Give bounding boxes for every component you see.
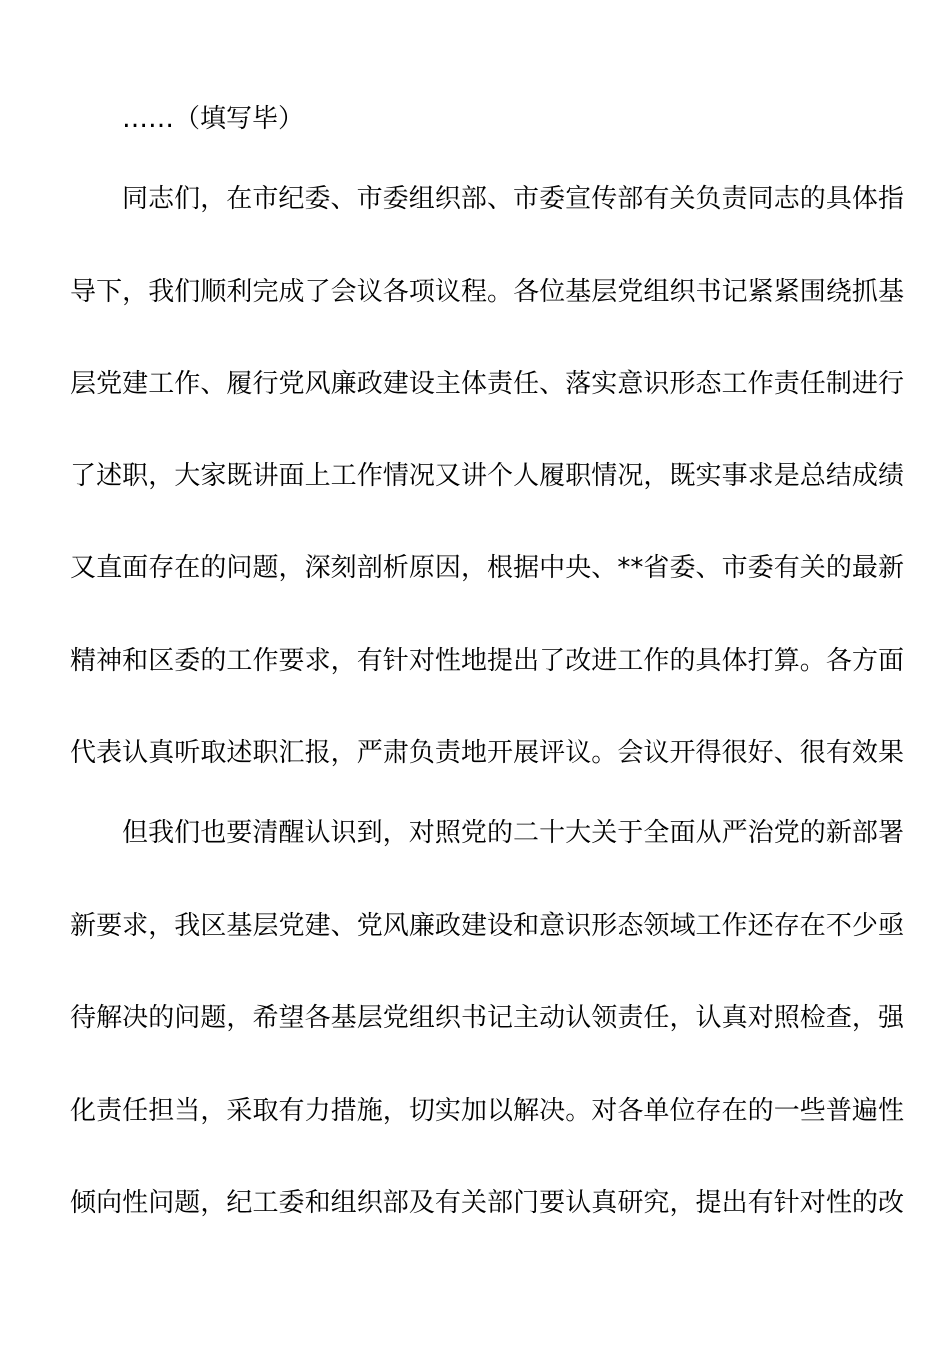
text-line: 导下，我们顺利完成了会议各项议程。各位基层党组织书记紧紧围绕抓基: [70, 277, 904, 307]
text-line: 代表认真听取述职汇报，严肃负责地开展评议。会议开得很好、很有效果: [70, 738, 904, 768]
text-line: 化责任担当，采取有力措施，切实加以解决。对各单位存在的一些普遍性: [70, 1096, 904, 1126]
text-line-filled-note: ……（填写毕）: [122, 104, 305, 134]
text-line: 待解决的问题，希望各基层党组织书记主动认领责任，认真对照检查，强: [70, 1003, 904, 1033]
text-line: 新要求，我区基层党建、党风廉政建设和意识形态领域工作还存在不少亟: [70, 911, 904, 941]
text-line: 同志们，在市纪委、市委组织部、市委宣传部有关负责同志的具体指: [122, 184, 904, 214]
text-line: 倾向性问题，纪工委和组织部及有关部门要认真研究，提出有针对性的改: [70, 1188, 904, 1218]
text-line: 精神和区委的工作要求，有针对性地提出了改进工作的具体打算。各方面: [70, 646, 904, 676]
text-line: 层党建工作、履行党风廉政建设主体责任、落实意识形态工作责任制进行: [70, 369, 904, 399]
text-line: 但我们也要清醒认识到，对照党的二十大关于全面从严治党的新部署: [122, 818, 904, 848]
text-line: 又直面存在的问题，深刻剖析原因，根据中央、**省委、市委有关的最新: [70, 553, 904, 583]
text-line: 了述职，大家既讲面上工作情况又讲个人履职情况，既实事求是总结成绩: [70, 461, 904, 491]
